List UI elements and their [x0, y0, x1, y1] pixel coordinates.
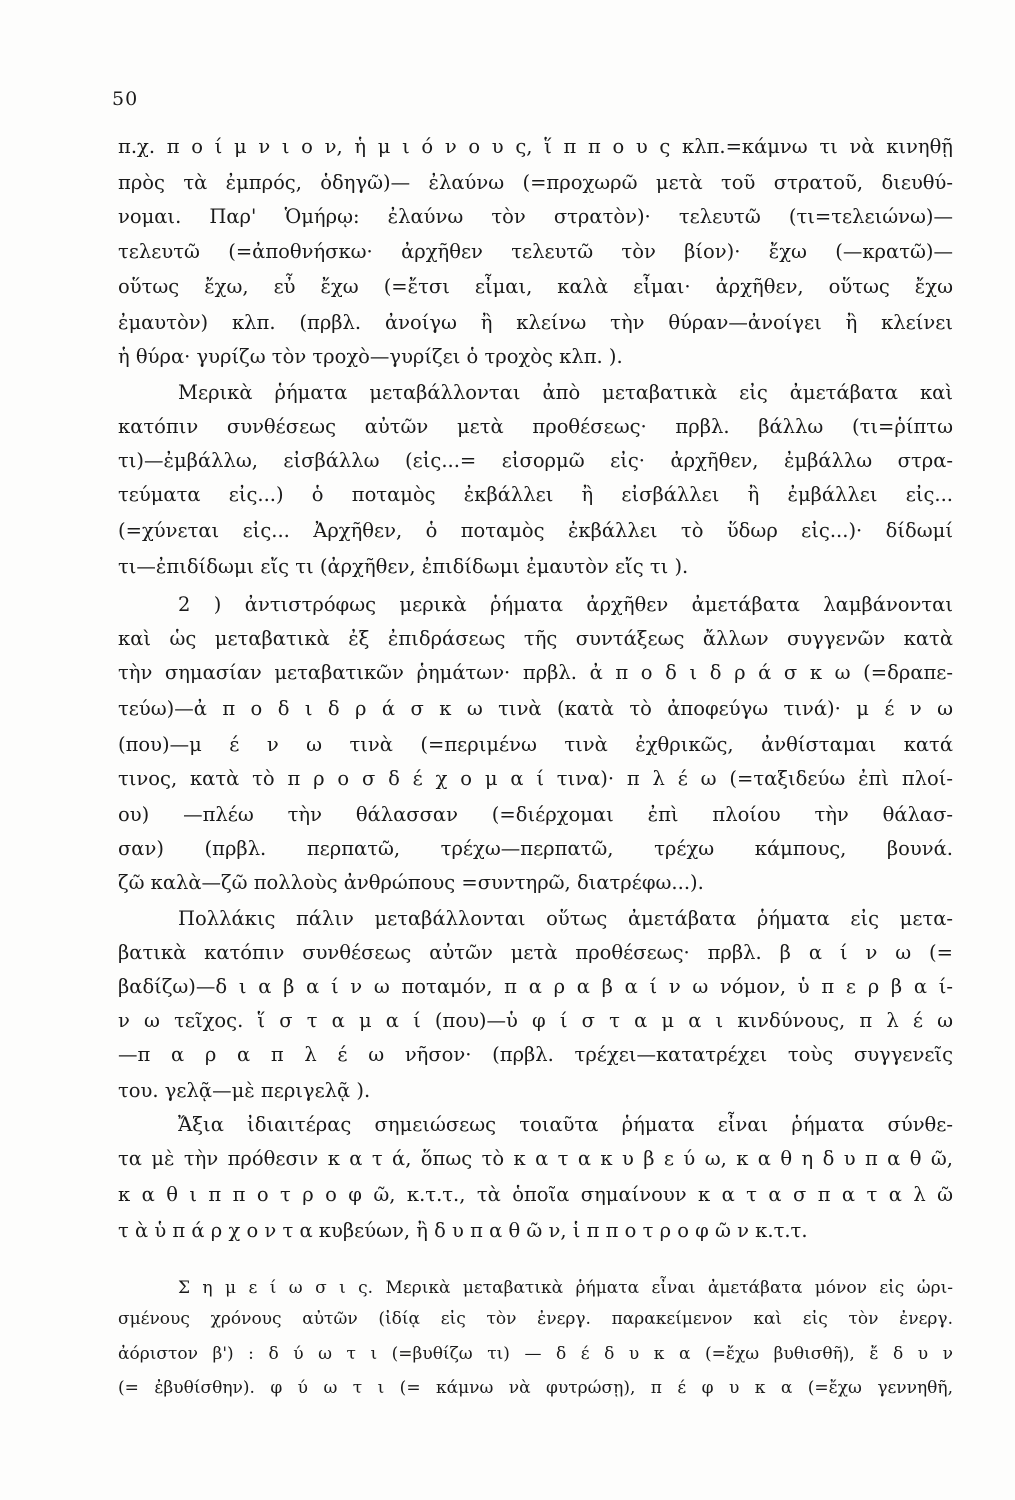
text-line: ζῶ καλὰ—ζῶ πολλοὺς ἀνθρώπους =συντηρῶ, διατρέφω...).: [118, 871, 704, 894]
text-line: τι—ἐπιδίδωμι εἴς τι (ἀρχῆθεν, ἐπιδίδωμι ἐμαυτὸν εἴς τι ).: [118, 555, 689, 578]
text-line: ἡ θύρα· γυρίζω τὸν τροχὸ—γυρίζει ὁ τροχὸς κλπ. ).: [118, 345, 623, 368]
text-line: νομαι. Παρ' Ὁμήρῳ: ἐλαύνω τὸν στρατὸν)· τελευτῶ (τι=τελειώνω)—: [118, 205, 953, 228]
text-line: —π α ρ α π λ έ ω νῆσον· (πρβλ. τρέχει—κατατρέχει τοὺς συγγενεῖς: [118, 1043, 953, 1066]
text-line: π.χ. π ο ί μ ν ι ο ν, ἡ μ ι ό ν ο υ ς, ἵ π π ο υ ς κλπ.=κάμνω τι νὰ κινηθῇ: [118, 135, 953, 158]
text-line: σαν) (πρβλ. περπατῶ, τρέχω—περπατῶ, τρέχω κάμπους, βουνά.: [118, 837, 953, 860]
text-line: τ ὰ ὑ π ά ρ χ ο ν τ α κυβεύων, ἢ δ υ π α θ ῶ ν, ἱ π π ο τ ρ ο φ ῶ ν κ.τ.τ.: [118, 1219, 808, 1242]
text-line: ου) —πλέω τὴν θάλασσαν (=διέρχομαι ἐπὶ πλοίου τὴν θάλασ-: [118, 803, 953, 826]
text-line: ν ω τεῖχος. ἵ σ τ α μ α ί (που)—ὑ φ ί σ τ α μ α ι κινδύνους, π λ έ ω: [118, 1009, 953, 1032]
text-line: Ἄξια ἰδιαιτέρας σημειώσεως τοιαῦτα ῥήματα εἶναι ῥήματα σύνθε-: [178, 1113, 953, 1136]
text-line: Πολλάκις πάλιν μεταβάλλονται οὕτως ἀμετάβατα ῥήματα εἰς μετα-: [178, 907, 953, 930]
text-line: βαδίζω)—δ ι α β α ί ν ω ποταμόν, π α ρ α β α ί ν ω νόμον, ὑ π ε ρ β α ί-: [118, 975, 953, 998]
text-line: Μερικὰ ῥήματα μεταβάλλονται ἀπὸ μεταβατικὰ εἰς ἀμετάβατα καὶ: [178, 381, 953, 404]
text-line: (που)—μ έ ν ω τινὰ (=περιμένω τινὰ ἐχθρικῶς, ἀνθίσταμαι κατά: [118, 733, 953, 756]
text-line: βατικὰ κατόπιν συνθέσεως αὐτῶν μετὰ προθέσεως· πρβλ. β α ί ν ω (=: [118, 941, 953, 964]
text-line: καὶ ὡς μεταβατικὰ ἐξ ἐπιδράσεως τῆς συντάξεως ἄλλων συγγενῶν κατὰ: [118, 627, 953, 650]
text-line: τεύματα εἰς...) ὁ ποταμὸς ἐκβάλλει ἢ εἰσβάλλει ἢ ἐμβάλλει εἰς...: [118, 483, 953, 506]
note-line: ἀόριστον β') : δ ύ ω τ ι (=βυθίζω τι) — δ έ δ υ κ α (=ἔχω βυθισθῆ), ἔ δ υ ν: [118, 1344, 953, 1364]
note-line: σμένους χρόνους αὐτῶν (ἰδίᾳ εἰς τὸν ἐνεργ. παρακείμενον καὶ εἰς τὸν ἐνεργ.: [118, 1309, 953, 1329]
text-line: τεύω)—ἀ π ο δ ι δ ρ ά σ κ ω τινὰ (κατὰ τὸ ἀποφεύγω τινά)· μ έ ν ω: [118, 697, 953, 720]
text-line: 2 ) ἀντιστρόφως μερικὰ ῥήματα ἀρχῆθεν ἀμετάβατα λαμβάνονται: [178, 593, 953, 616]
text-line: τα μὲ τὴν πρόθεσιν κ α τ ά, ὅπως τὸ κ α τ α κ υ β ε ύ ω, κ α θ η δ υ π α θ ῶ,: [118, 1147, 953, 1170]
note-line: Σ η μ ε ί ω σ ι ς. Μερικὰ μεταβατικὰ ῥήματα εἶναι ἀμετάβατα μόνον εἰς ὡρι-: [178, 1278, 953, 1298]
note-line: (= ἐβυθίσθην). φ ύ ω τ ι (= κάμνω νὰ φυτρώσῃ), π έ φ υ κ α (=ἔχω γεννηθῆ,: [118, 1378, 953, 1398]
text-line: τελευτῶ (=ἀποθνήσκω· ἀρχῆθεν τελευτῶ τὸν βίον)· ἔχω (—κρατῶ)—: [118, 240, 953, 263]
text-line: του. γελᾷ—μὲ περιγελᾷ ).: [118, 1079, 371, 1102]
page-number: 50: [112, 88, 139, 110]
text-line: κ α θ ι π π ο τ ρ ο φ ῶ, κ.τ.τ., τὰ ὁποῖα σημαίνουν κ α τ α σ π α τ α λ ῶ: [118, 1183, 953, 1206]
text-line: (=χύνεται εἰς... Ἀρχῆθεν, ὁ ποταμὸς ἐκβάλλει τὸ ὕδωρ εἰς...)· δίδωμί: [118, 519, 953, 542]
text-line: πρὸς τὰ ἐμπρός, ὁδηγῶ)— ἐλαύνω (=προχωρῶ μετὰ τοῦ στρατοῦ, διευθύ-: [118, 171, 953, 194]
text-line: ἐμαυτὸν) κλπ. (πρβλ. ἀνοίγω ἢ κλείνω τὴν θύραν—ἀνοίγει ἢ κλείνει: [118, 311, 953, 334]
text-line: τι)—ἐμβάλλω, εἰσβάλλω (εἰς...= εἰσορμῶ εἰς· ἀρχῆθεν, ἐμβάλλω στρα-: [118, 449, 953, 472]
text-line: κατόπιν συνθέσεως αὐτῶν μετὰ προθέσεως· πρβλ. βάλλω (τι=ῥίπτω: [118, 415, 953, 438]
text-line: οὕτως ἔχω, εὖ ἔχω (=ἔτσι εἶμαι, καλὰ εἶμαι· ἀρχῆθεν, οὕτως ἔχω: [118, 275, 953, 298]
text-line: τινος, κατὰ τὸ π ρ ο σ δ έ χ ο μ α ί τινα)· π λ έ ω (=ταξιδεύω ἐπὶ πλοί-: [118, 767, 953, 790]
text-line: τὴν σημασίαν μεταβατικῶν ῥημάτων· πρβλ. ἀ π ο δ ι δ ρ ά σ κ ω (=δραπε-: [118, 661, 953, 684]
